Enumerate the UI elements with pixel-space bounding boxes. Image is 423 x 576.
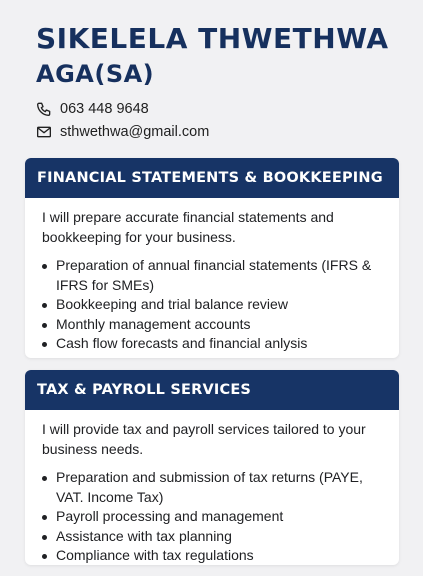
service-list [42, 256, 385, 354]
list-item: Assistance with tax planning [42, 527, 385, 547]
list-item: Monthly management accounts [42, 315, 385, 335]
email-address: sthwethwa@gmail.com [60, 124, 210, 140]
person-name: SIKELELA THWETHWA [36, 22, 389, 55]
list-item: Payroll processing and management [42, 507, 385, 527]
list-item: Preparation of annual financial statements (IFRS & IFRS for SMEs) [42, 256, 385, 295]
list-item: Compliance with tax regulations [42, 546, 385, 565]
tax-payroll-section [25, 370, 399, 565]
phone-icon [36, 101, 52, 117]
email-contact[interactable] [36, 122, 209, 142]
credentials: AGA(SA) [36, 60, 155, 88]
list-item: Cash flow forecasts and financial anlysis [42, 334, 385, 354]
section-intro: I will provide tax and payroll services tailored to your business needs. [42, 421, 366, 457]
section-title: TAX & PAYROLL SERVICES [25, 370, 399, 410]
envelope-icon [36, 124, 52, 140]
list-item: Bookkeeping and trial balance review [42, 295, 385, 315]
list-item: Preparation and submission of tax returns (PAYE, VAT. Income Tax) [42, 468, 385, 507]
section-intro: I will prepare accurate financial statements and bookkeeping for your business. [42, 209, 334, 245]
phone-number: 063 448 9648 [60, 101, 149, 117]
financial-statements-section [25, 158, 399, 358]
section-title: FINANCIAL STATEMENTS & BOOKKEEPING [25, 158, 399, 198]
service-list [42, 468, 385, 565]
phone-contact[interactable] [36, 99, 149, 119]
